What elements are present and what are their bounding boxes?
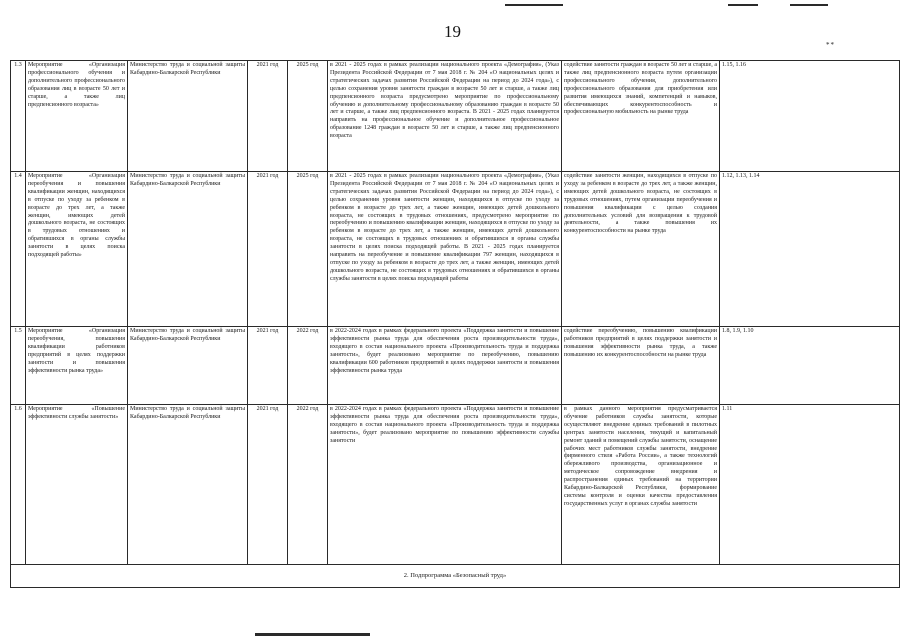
expected-result: в 2022-2024 годах в рамках федерального проекта «Поддержка занятости и повышение эффективности рынка труда для обеспечения роста производительности труда», входящего в состав национального проекта «Производительность труда и поддержка занятости», будет реализовано мероприятие по переобучению, повышению квалификации 600 работников предприятий в целях поддержки занятости и повышения эффективности рынка труда [328,327,562,405]
table-row [11,327,900,405]
table-row [11,405,900,565]
executor: Министерство труда и социальной защиты Кабардино-Балкарской Республики [128,405,248,565]
table-row [11,61,900,172]
scan-artifact-top [505,4,563,6]
activity-name: Мероприятие «Организация переобучения и повышения квалификации женщин, находящихся в отпуске по уходу за ребенком в возрасте до трех лет, а также женщин, имеющих детей дошкольного возраста, не состоящих в трудовых отношениях и обратившихся в органы службы занятости в целях поиска подходящей работы» [26,172,128,327]
scan-artifact-top-right-1 [728,4,758,6]
executor: Министерство труда и социальной защиты Кабардино-Балкарской Республики [128,61,248,172]
indicator-numbers: 1.12, 1.13, 1.14 [720,172,900,327]
row-number: 1.6 [11,405,26,565]
activity-name: Мероприятие «Организация переобучения, повышения квалификации работников предприятий в целях поддержки занятости и повышения эффективности рынка труда» [26,327,128,405]
expected-result: в 2022-2024 годах в рамках федерального проекта «Поддержка занятости и повышение эффективности рынка труда для обеспечения роста производительности труда», входящего в состав национального проекта «Производительность труда и поддержка занятости», будет реализовано мероприятие по повышению эффективности службы занятости [328,405,562,565]
start-year: 2021 год [248,172,288,327]
start-year: 2021 год [248,61,288,172]
executor: Министерство труда и социальной защиты Кабардино-Балкарской Республики [128,172,248,327]
end-year: 2025 год [288,172,328,327]
activity-name: Мероприятие «Повышение эффективности службы занятости» [26,405,128,565]
expected-result: в 2021 - 2025 годах в рамках реализации национального проекта «Демография», (Указ Президента Российской Федерации от 7 мая 2018 г. № 204 «О национальных целях и стратегических задачах развития Российской Федерации на период до 2024 года»), с целью сохранения уровня занятости граждан в возрасте 50 лет и старше, а также лиц предпенсионного возраста предусмотрено мероприятие по профессиональному обучению и дополнительному профессиональному образованию граждан в возрасте 50 лет и старше, а также лиц предпенсионного возраста. В 2021 - 2025 годах планируется направить на профессиональное обучение и дополнительное профессиональное образование 1248 граждан в возрасте 50 лет и старше, а также лиц предпенсионного возраста [328,61,562,172]
start-year: 2021 год [248,405,288,565]
scan-artifact-bottom [255,633,370,636]
indicator-numbers: 1.11 [720,405,900,565]
subprogram-title: 2. Подпрограмма «Безопасный труд» [11,565,900,588]
expected-result: в 2021 - 2025 годах в рамках реализации национального проекта «Демография», (Указ Президента Российской Федерации от 7 мая 2018 г. № 204 «О национальных целях и стратегических задачах развития Российской Федерации на период до 2024 года»), с целью сохранения уровня занятости женщин, находящихся в отпуске по уходу за ребенком в возрасте до трех лет, а также женщин, имеющих детей дошкольного возраста, не состоящих в трудовых отношениях, предусмотрено мероприятие по переобучению и повышению квалификации женщин, находящихся в отпуске по уходу за ребенком в возрасте до трех лет, а также женщин, имеющих детей дошкольного возраста, не состоящих в трудовых отношениях и обратившихся в органы службы занятости в целях поиска подходящей работы. В 2021 - 2025 годах планируется направить на переобучение и повышение квалификации 797 женщин, находящихся в отпуске по уходу за ребенком в возрасте до трех лет, а также женщин, имеющих детей дошкольного возраста, не состоящих в трудовых отношениях и обратившихся в органы службы занятости в целях поиска подходящей работы [328,172,562,327]
row-number: 1.3 [11,61,26,172]
activity-name: Мероприятие «Организация профессионального обучения и дополнительного профессионального образования лиц в возрасте 50 лет и старше, а также лиц предпенсионного возраста» [26,61,128,172]
relation-to-indicators: содействие занятости граждан в возрасте 50 лет и старше, а также лиц предпенсионного возраста путем организации профессионального обучения, дополнительного профессионального образования для приобретения или развития имеющихся знаний, компетенций и навыков, обеспечивающих конкурентоспособность и профессиональную мобильность на рынке труда [562,61,720,172]
relation-to-indicators: содействие занятости женщин, находящихся в отпуске по уходу за ребенком в возрасте до трех лет, а также женщин, имеющих детей дошкольного возраста, не состоящих в трудовых отношениях, путем организации переобучения и повышения квалификации с целью создания дополнительных условий для возвращения к трудовой деятельности, а также повышения их конкурентоспособности на рынке труда [562,172,720,327]
start-year: 2021 год [248,327,288,405]
program-activities-table [10,60,900,588]
page-number: 19 [444,22,461,41]
row-number: 1.5 [11,327,26,405]
indicator-numbers: 1.15, 1.16 [720,61,900,172]
relation-to-indicators: в рамках данного мероприятия предусматривается обучение работников службы занятости, которые осуществляют внедрение единых требований в пилотных центрах занятости населения, текущий и капитальный ремонт зданий и помещений службы занятости, оснащение рабочих мест работников службы занятости, внедрение фирменного стиля «Работа России», а также технологий обережливого производства, организационное и методическое сопровождение внедрения и распространения единых требований на территории Кабардино-Балкарской Республики, формирование системы контроля и оценки качества предоставления государственных услуг в органах службы занятости [562,405,720,565]
subprogram-header-row [11,565,900,588]
scan-artifact-top-right-2 [790,4,828,6]
corner-mark: ** [826,41,835,49]
end-year: 2022 год [288,405,328,565]
indicator-numbers: 1.8, 1.9, 1.10 [720,327,900,405]
relation-to-indicators: содействие переобучению, повышению квалификации работников предприятий в целях поддержки занятости и повышения эффективности рынка труда, а также повышению их конкурентоспособности на рынке труда [562,327,720,405]
row-number: 1.4 [11,172,26,327]
end-year: 2022 год [288,327,328,405]
executor: Министерство труда и социальной защиты Кабардино-Балкарской Республики [128,327,248,405]
end-year: 2025 год [288,61,328,172]
table-row [11,172,900,327]
